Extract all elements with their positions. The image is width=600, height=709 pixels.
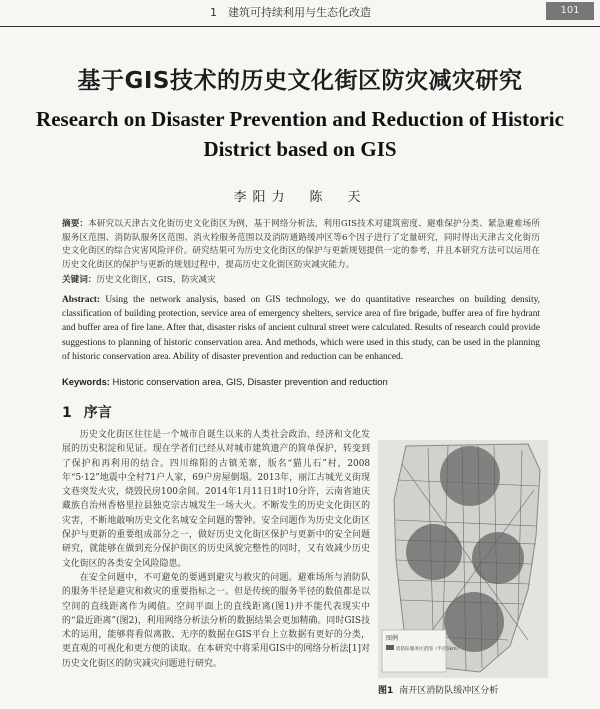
buffer-circle — [440, 446, 500, 506]
caption-text: 南开区消防队缓冲区分析 — [399, 686, 499, 696]
body-paragraph: 在安全问题中，不可避免的要遇到避灾与救灾的问题。避难场所与消防队的服务半径是避灾和救灾的重要指标之一。但是传统的服务半径的数值都是以空间的直线距离作为阈值。空间平面上的直线距离(图1)并不能代表现实中的“最近距离”(图2)，利用网络分析法分析的数据结果会更加精确。同时GIS技术的运用，能够将看似离散、无序的数据在GIS平台上立数据有更好的分类，更直观的可视化和更方便的读取。在本研究中将采用GIS中的网络分析法[1]对历史文化街区的防灾减灾问题进行研究。 — [62, 572, 370, 669]
keywords-chinese-text: 历史文化街区，GIS，防灾减灾 — [96, 275, 216, 285]
authors: 李阳力 陈 天 — [233, 190, 367, 205]
title-english: Research on Disaster Prevention and Reduction of Historic District based on GIS — [36, 107, 564, 161]
body-text — [62, 428, 370, 671]
running-header — [0, 0, 600, 27]
abstract-chinese — [62, 218, 540, 272]
keywords-english-label: Keywords: — [62, 376, 110, 387]
abstract-chinese-text: 本研究以天津古文化街历史文化街区为例，基于网络分析法，利用GIS技术对建筑密度、避难保护分类、紧急避难场所服务区范围、消防队服务区范围、消火栓服务范围以及消防通路缓冲区等6个因子进行了定量研究，同时得出天津古文化街历史文化街区的综合灾害风险评价。研究结果可为历史文化街区的保护与更新规划提供一定的参考，并且本研究方法可以运用在历史文化街区的保护与更新的规划过程中，提高历史文化街区防灾减灾能力。 — [62, 219, 540, 270]
figure-caption — [378, 683, 568, 696]
legend-item: 消防队服务区范围（半径1km） — [396, 647, 462, 652]
buffer-circle — [444, 592, 504, 652]
chapter-title: 1 建筑可持续利用与生态化改造 — [210, 6, 371, 19]
abstract-english-text: Using the network analysis, based on GIS technology, we do quantitative researches on building density, classification of building protection, service area of emergency shelters, service area of fire brigade, buffer area of fire hydrant and buffer area of fire lane. After that, disaster risks of ancient cultural street were calculated. Results of research could provide suggestions to planning of historic conservation area. And methods, which were used in this study, can be used in the planning of historic conservation area. Ability of disaster prevention and reduction can be enhanced. — [62, 295, 541, 362]
section-title: 序言 — [83, 405, 112, 421]
title-chinese: 基于GIS技术的历史文化街区防灾减灾研究 — [77, 68, 523, 94]
keywords-english-text: Historic conservation area, GIS, Disaster prevention and reduction — [112, 376, 388, 387]
body-paragraph: 历史文化街区往往是一个城市自诞生以来的人类社会政治、经济和文化发展的历史积淀和见证。现在学者们已经从对城市建筑遗产的简单保护，转变到了保护和再利用的结合。四川绵阳的古镇羌寨，版名“猫儿石”村，2008年“5·12”地震中全村71户人家，69户房屋倒塌。2013年，丽江古城光义街现文巷突发火灾，烧毁民房100余间。2014年1月11日1时10分许，云南省迪庆藏族自治州香格里拉县独克宗古城发生一场大火。不断发生的历史文化街区的灾害，不断地敲响历史文化名城安全问题的警钟。安全问题作为历史文化街区保护与更新的重要组成部分之一，做好历史文化街区保护与更新中的安全问题研究，就能够在做到充分保护街区的历史风貌完整性的同时，又有效减少历史文化街区的各类安全风险隐患。 — [62, 430, 370, 569]
keywords-chinese — [62, 274, 540, 287]
section-number: 1 — [62, 405, 72, 421]
figure-map — [378, 440, 548, 678]
keywords-chinese-label: 关键词： — [62, 275, 97, 285]
buffer-circle — [472, 532, 524, 584]
keywords-english — [62, 375, 540, 388]
page-tag: 101 — [546, 2, 594, 20]
legend-title: 图例 — [386, 635, 399, 642]
legend-swatch — [386, 645, 394, 650]
buffer-map-graphic — [378, 440, 548, 678]
buffer-circle — [406, 524, 462, 580]
abstract-english-label: Abstract: — [62, 295, 101, 305]
caption-label: 图1 — [378, 686, 394, 696]
abstract-english — [62, 293, 540, 364]
abstract-chinese-label: 摘要： — [62, 219, 89, 229]
section-heading — [62, 402, 112, 422]
